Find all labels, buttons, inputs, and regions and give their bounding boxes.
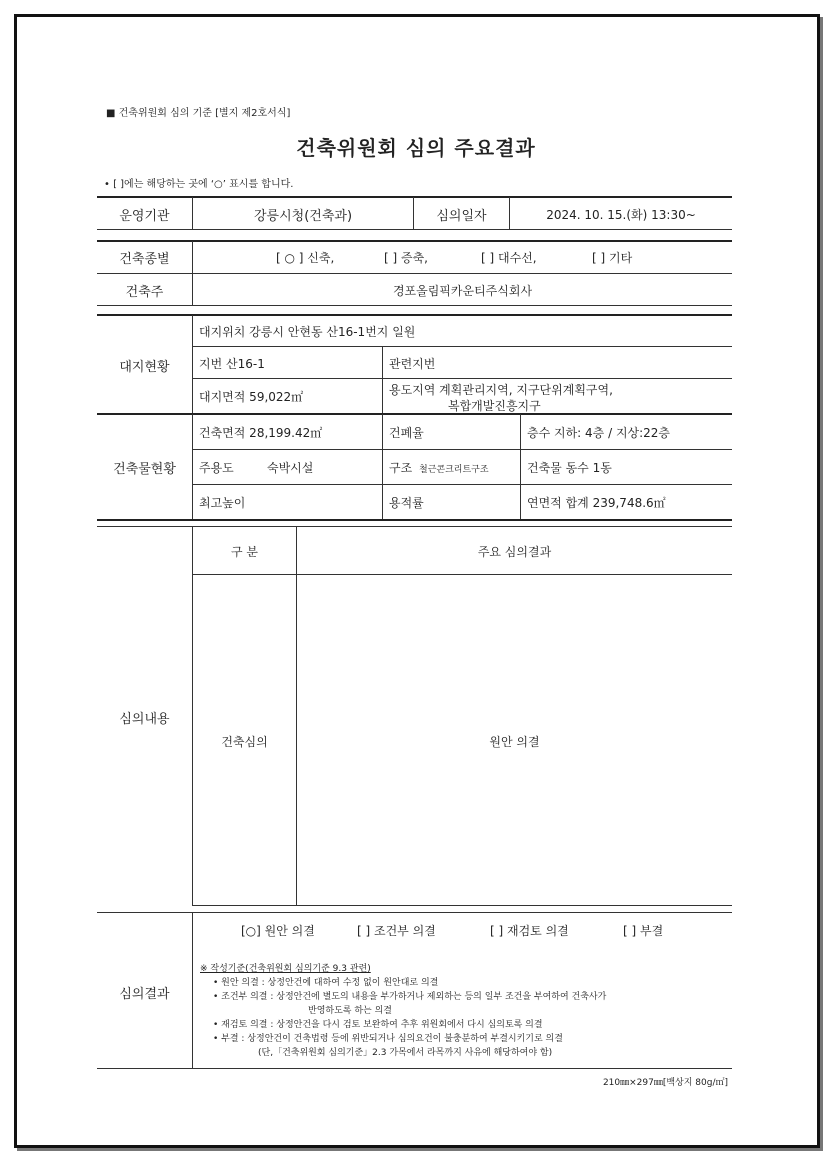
owner-label: 건축주 — [125, 285, 164, 300]
result-option-reexamine: [ ] 재검토 의결 — [490, 924, 569, 938]
result-label: 심의결과 — [119, 987, 170, 1002]
form-label: ■ 건축위원회 심의 기준 [별지 제2호서식] — [106, 108, 291, 119]
main-use-value: 숙박시설 — [267, 461, 314, 475]
site-label: 대지현황 — [119, 360, 170, 375]
structure-value: 철근콘크리트구조 — [419, 465, 489, 475]
review-label: 심의내용 — [119, 712, 170, 727]
note-conditional: • 조건부 의결 : 상정안건에 별도의 내용을 부가하거나 제외하는 등의 일부 조건을 부여하여 건축사가 — [213, 992, 607, 1002]
site-area: 대지면적 59,022㎡ — [199, 390, 304, 404]
owner-value: 경포올림픽카운티주식회사 — [392, 284, 533, 298]
result-option-original: [○] 원안 의결 — [241, 924, 315, 938]
structure-label: 구조 — [389, 461, 413, 475]
zone-line1: 용도지역 계획관리지역, 지구단위계획구역, — [389, 383, 613, 397]
page-title: 건축위원회 심의 주요결과 — [296, 136, 536, 160]
zone-line2: 복합개발진흥지구 — [448, 399, 541, 413]
criteria-title: ※ 작성기준(건축위원회 심의기준 9.3 관련) — [200, 964, 371, 974]
site-location: 대지위치 강릉시 안현동 산16-1번지 일원 — [199, 325, 416, 339]
note-rejected: • 부결 : 상정안건이 건축법령 등에 위반되거나 심의요건이 불충분하여 부결시키기로 의결 — [213, 1034, 563, 1044]
option-new-build: [ ○ ] 신축, — [276, 251, 335, 265]
coverage-label: 건폐율 — [389, 426, 424, 440]
paper-spec: 210㎜×297㎜[백상지 80g/㎡] — [602, 1078, 728, 1088]
building-area: 건축면적 28,199.42㎡ — [199, 426, 323, 440]
note-rejected-cont: (단,「건축위원회 심의기준」2.3 가목에서 라목까지 사유에 해당하여야 함) — [258, 1048, 553, 1058]
instruction-text: • [ ]에는 해당하는 곳에 ‘○’ 표시를 합니다. — [104, 179, 294, 190]
option-major-repair: [ ] 대수선, — [481, 251, 537, 265]
building-count: 건축물 동수 1동 — [527, 461, 612, 475]
total-floor-area: 연면적 합계 239,748.6㎡ — [527, 496, 666, 510]
building-label: 건축물현황 — [113, 462, 176, 477]
max-height-label: 최고높이 — [199, 496, 246, 510]
option-extension: [ ] 증축, — [384, 251, 428, 265]
building-type-label: 건축종별 — [119, 252, 170, 267]
floors: 층수 지하: 4층 / 지상:22층 — [527, 426, 671, 440]
review-col1-header: 구 분 — [231, 545, 258, 559]
org-value: 강릉시청(건축과) — [253, 209, 353, 224]
date-label: 심의일자 — [436, 209, 487, 224]
site-lot: 지번 산16-1 — [199, 357, 265, 371]
option-other: [ ] 기타 — [592, 251, 633, 265]
far-label: 용적률 — [389, 496, 424, 510]
note-reexamine: • 재검토 의결 : 상정안건을 다시 검토 보완하여 추후 위원회에서 다시 심의토록 의결 — [213, 1020, 543, 1030]
main-use-label: 주용도 — [199, 461, 234, 475]
note-conditional-cont: 반영하도록 하는 의결 — [308, 1006, 392, 1016]
note-original: • 원안 의결 : 상정안건에 대하여 수정 없이 원안대로 의결 — [213, 978, 439, 988]
result-option-conditional: [ ] 조건부 의결 — [357, 924, 436, 938]
review-result: 원안 의결 — [489, 735, 540, 749]
result-option-rejected: [ ] 부결 — [623, 924, 664, 938]
related-lot-label: 관련지번 — [389, 357, 436, 371]
org-label: 운영기관 — [119, 209, 170, 224]
review-category: 건축심의 — [221, 735, 268, 749]
date-value: 2024. 10. 15.(화) 13:30~ — [546, 208, 696, 222]
review-col2-header: 주요 심의결과 — [477, 545, 552, 559]
